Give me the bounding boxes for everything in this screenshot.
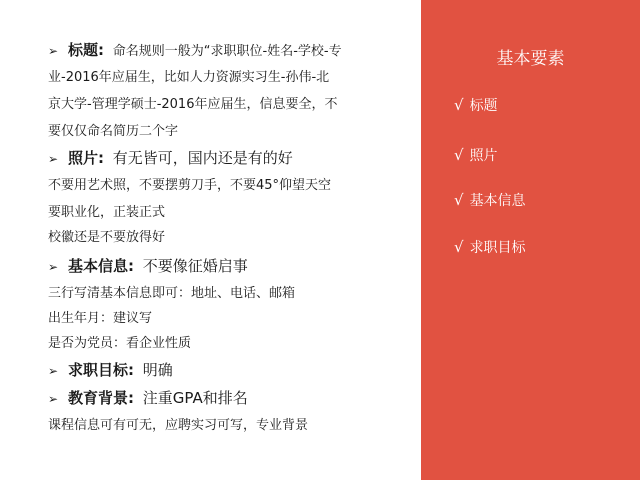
checkmark-icon: √ (454, 146, 464, 164)
section-education-heading (48, 388, 248, 409)
sidebar-item-career-goal (454, 237, 526, 258)
checkmark-icon: √ (454, 96, 464, 114)
colon: : (128, 361, 135, 379)
sidebar-item-label: 标题 (469, 98, 498, 114)
section-photo-heading (48, 148, 293, 169)
colon: : (98, 149, 105, 167)
checkmark-icon: √ (454, 238, 464, 256)
section-title-heading (48, 40, 342, 62)
arrow-bullet-icon: ➢ (48, 44, 59, 58)
section-career-goal-heading (48, 360, 173, 381)
colon: : (98, 41, 105, 59)
sidebar-title: 基本要素 (496, 49, 565, 69)
sidebar-item-photo (454, 145, 498, 166)
section-basic-info-heading (48, 256, 248, 277)
section-text: 明确 (142, 361, 173, 379)
sidebar-item-label: 基本信息 (469, 193, 526, 209)
section-label: 基本信息 (68, 257, 129, 275)
section-note: 三行写清基本信息即可：地址、电话、邮箱 (48, 286, 296, 301)
section-text: 有无皆可，国内还是有的好 (112, 149, 293, 167)
section-note: 课程信息可有可无，应聘实习可写，专业背景 (48, 418, 309, 433)
section-text-continued: 京大学-管理学硕士-2016年应届生，信息要全，不 (48, 97, 338, 112)
section-note: 要职业化，正装正式 (48, 205, 166, 220)
sidebar-item-basic-info (454, 190, 526, 211)
section-note: 出生年月：建议写 (48, 311, 153, 326)
section-label: 标题 (68, 41, 99, 59)
sidebar-item-label: 求职目标 (469, 240, 526, 256)
section-text: 命名规则一般为“求职职位-姓名-学校-专 (112, 44, 342, 59)
colon: : (128, 257, 135, 275)
section-text: 注重GPA和排名 (142, 389, 248, 407)
colon: : (128, 389, 135, 407)
section-label: 求职目标 (68, 361, 129, 379)
section-note: 不要用艺术照，不要摆剪刀手，不要45°仰望天空 (48, 178, 332, 193)
section-label: 教育背景 (68, 389, 129, 407)
arrow-bullet-icon: ➢ (48, 364, 59, 378)
arrow-bullet-icon: ➢ (48, 392, 59, 406)
section-text-continued: 业-2016年应届生，比如人力资源实习生-孙伟-北 (48, 70, 330, 85)
sidebar-panel (421, 0, 640, 480)
arrow-bullet-icon: ➢ (48, 260, 59, 274)
sidebar-item-label: 照片 (469, 148, 498, 164)
section-text: 不要像征婚启事 (142, 257, 248, 275)
checkmark-icon: √ (454, 191, 464, 209)
section-label: 照片 (68, 149, 99, 167)
section-text-continued: 要仅仅命名简历二个字 (48, 124, 179, 139)
arrow-bullet-icon: ➢ (48, 152, 59, 166)
section-note: 是否为党员：看企业性质 (48, 336, 192, 351)
section-note: 校徽还是不要放得好 (48, 230, 166, 245)
sidebar-item-title (454, 95, 498, 116)
